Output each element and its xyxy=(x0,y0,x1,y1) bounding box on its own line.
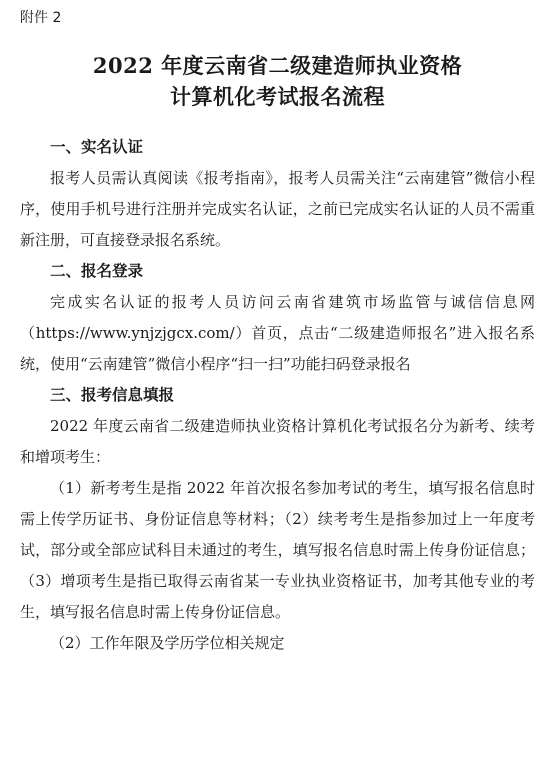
section-real-name-auth xyxy=(20,132,535,256)
section-heading-2: 二、报名登录 xyxy=(50,262,144,280)
section-2-paragraph: 完成实名认证的报考人员访问云南省建筑市场监管与诚信信息网（https://www.ynjzjgcx.com/）首页，点击“二级建造师报名”进入报名系统，使用“云南建管”微信小程序“扫一扫”功能扫码登录报名 xyxy=(20,293,535,373)
section-heading-1: 一、实名认证 xyxy=(50,138,144,156)
section-heading-3: 三、报考信息填报 xyxy=(50,386,175,404)
section-1-paragraph: 报考人员需认真阅读《报考指南》，报考人员需关注“云南建管”微信小程序，使用手机号进行注册并完成实名认证，之前已完成实名认证的人员不需重新注册，可直接登录报名系统。 xyxy=(20,169,535,249)
document-title xyxy=(20,50,535,112)
title-line-1: 2022 年度云南省二级建造师执业资格 xyxy=(92,53,463,78)
section-info-filling xyxy=(20,380,535,659)
title-line-2: 计算机化考试报名流程 xyxy=(170,84,385,109)
section-3-paragraph-3: （2）工作年限及学历学位相关规定 xyxy=(50,634,285,652)
attachment-label: 附件 2 xyxy=(20,10,62,26)
section-3-paragraph-1: 2022 年度云南省二级建造师执业资格计算机化考试报名分为新考、续考和增项考生： xyxy=(20,417,535,466)
section-3-paragraph-2: （1）新考考生是指 2022 年首次报名参加考试的考生，填写报名信息时需上传学历证书、身份证信息等材料；（2）续考考生是指参加过上一年度考试，部分或全部应试科目未通过的考生，填写报名信息时需上传身份证信息；（3）增项考生是指已取得云南省某一专业执业资格证书，加考其他专业的考生，填写报名信息时需上传身份证信息。 xyxy=(20,479,535,621)
section-registration-login xyxy=(20,256,535,380)
